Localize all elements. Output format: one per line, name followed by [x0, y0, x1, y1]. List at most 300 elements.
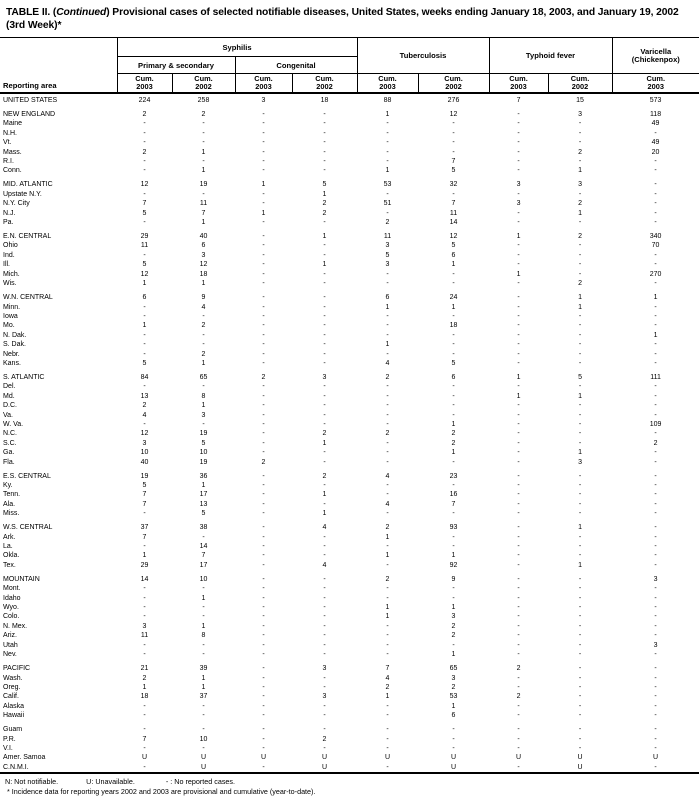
data-cell: 5	[385, 251, 390, 259]
data-cell: 1	[201, 594, 206, 602]
data-cell: -	[654, 491, 657, 499]
table-row	[0, 289, 699, 303]
syphilis-group-header: Syphilis	[117, 38, 357, 57]
data-cell: -	[262, 543, 265, 551]
data-cell: -	[654, 585, 657, 593]
data-cell: 12	[140, 430, 149, 438]
data-cell: -	[578, 251, 582, 259]
row-label: S. Dak.	[3, 341, 26, 349]
data-cell: -	[517, 303, 520, 311]
data-cell: 1	[201, 622, 206, 630]
data-cell: 6	[451, 712, 456, 720]
data-cell: 37	[199, 693, 208, 701]
data-cell: -	[323, 280, 326, 288]
data-cell: -	[262, 392, 265, 400]
data-cell: -	[517, 510, 520, 518]
data-cell: 19	[199, 181, 208, 189]
data-cell: -	[143, 651, 146, 659]
data-cell: 5	[201, 510, 206, 518]
data-cell: -	[386, 449, 389, 457]
data-cell: -	[323, 120, 326, 128]
data-cell: -	[578, 129, 582, 137]
data-cell: U	[321, 763, 328, 771]
data-cell: -	[517, 702, 520, 710]
table-row	[0, 392, 699, 401]
data-cell: -	[323, 402, 326, 410]
data-cell: 13	[140, 392, 149, 400]
data-cell: 2	[201, 350, 206, 358]
data-cell: -	[323, 158, 326, 166]
data-cell: -	[262, 270, 265, 278]
data-cell: -	[202, 744, 205, 752]
data-cell: 4	[385, 359, 390, 367]
data-cell: 2	[385, 373, 390, 381]
data-cell: -	[143, 763, 146, 771]
data-cell: -	[143, 139, 146, 147]
data-cell: -	[517, 533, 520, 541]
data-cell: 1	[385, 341, 390, 349]
data-cell: -	[202, 613, 205, 621]
table-row	[0, 660, 699, 674]
row-label: Ill.	[3, 261, 10, 269]
data-cell: 118	[649, 111, 662, 118]
data-cell: 109	[649, 420, 662, 428]
row-label: Md.	[3, 392, 15, 400]
data-cell: -	[452, 585, 455, 593]
data-cell: -	[578, 622, 582, 630]
data-cell: 19	[199, 430, 208, 438]
data-cell: -	[262, 533, 265, 541]
row-label: Calif.	[3, 693, 19, 701]
data-cell: 21	[140, 665, 149, 673]
data-cell: -	[386, 561, 389, 569]
data-cell: 7	[451, 500, 456, 508]
data-cell: 3	[142, 439, 147, 447]
data-cell: -	[262, 683, 265, 691]
title-part3: ) Provisional cases of selected notifiable diseases, United States, weeks ending January 18, 2003, and January 19, 2002	[106, 7, 679, 18]
data-cell: 23	[449, 472, 458, 480]
data-cell: -	[578, 613, 582, 621]
data-cell: -	[517, 594, 520, 602]
data-cell: -	[386, 402, 389, 410]
data-cell: 11	[140, 242, 149, 250]
table-title	[6, 6, 695, 32]
data-cell: -	[262, 190, 265, 198]
data-cell: -	[578, 585, 582, 593]
data-cell: -	[386, 735, 389, 743]
row-label: Maine	[3, 120, 23, 128]
data-cell: 8	[201, 632, 206, 640]
data-cell: -	[143, 510, 146, 518]
data-cell: -	[386, 439, 389, 447]
data-cell: 1	[451, 449, 456, 457]
data-cell: -	[262, 604, 265, 612]
data-cell: -	[578, 120, 582, 128]
data-cell: 5	[142, 261, 147, 269]
table-row	[0, 500, 699, 509]
data-cell: 15	[576, 97, 584, 104]
table-row	[0, 270, 699, 279]
table-header	[0, 38, 699, 94]
data-cell: -	[323, 411, 326, 419]
row-label: Vt.	[3, 139, 12, 147]
data-cell: -	[262, 261, 265, 269]
data-cell: 2	[451, 683, 456, 691]
data-cell: -	[262, 359, 265, 367]
data-cell: -	[386, 270, 389, 278]
footnote-incidence: * Incidence data for reporting years 2002 and 2003 are provisional and cumulative (year-to-date).	[7, 787, 316, 797]
data-cell: -	[262, 632, 265, 640]
data-cell: -	[262, 594, 265, 602]
table-row	[0, 458, 699, 467]
data-cell: -	[262, 613, 265, 621]
data-cell: 1	[142, 322, 147, 330]
table-row	[0, 650, 699, 659]
data-cell: -	[578, 439, 582, 447]
row-label: E.N. CENTRAL	[3, 233, 52, 241]
data-cell: 7	[142, 735, 147, 743]
table-row	[0, 533, 699, 542]
data-cell: -	[323, 111, 326, 118]
data-cell: U	[200, 754, 207, 762]
data-cell: U	[450, 763, 457, 771]
data-cell: -	[578, 510, 582, 518]
data-cell: -	[654, 604, 657, 612]
data-cell: -	[262, 726, 265, 734]
data-cell: -	[262, 167, 265, 175]
data-cell: 49	[651, 139, 660, 147]
table-row	[0, 692, 699, 701]
data-cell: -	[517, 524, 520, 532]
data-cell: -	[654, 312, 657, 320]
data-cell: -	[262, 251, 265, 259]
data-cell: -	[517, 712, 520, 720]
data-cell: -	[578, 331, 582, 339]
data-cell: -	[386, 350, 389, 358]
data-cell: -	[262, 120, 265, 128]
data-cell: -	[202, 158, 205, 166]
data-cell: -	[386, 148, 389, 156]
data-cell: -	[654, 622, 657, 630]
data-cell: -	[517, 683, 520, 691]
data-cell: -	[452, 350, 455, 358]
data-cell: -	[323, 575, 326, 583]
data-cell: -	[143, 312, 146, 320]
data-cell: 12	[140, 181, 149, 189]
data-cell: 1	[516, 373, 521, 381]
data-cell: -	[202, 129, 205, 137]
data-cell: -	[323, 482, 326, 489]
row-label: D.C.	[3, 402, 17, 410]
data-cell: -	[202, 712, 205, 720]
data-cell: 5	[142, 359, 147, 367]
data-cell: 3	[201, 251, 206, 259]
data-cell: -	[143, 744, 146, 752]
data-cell: -	[654, 341, 657, 349]
row-label: Okla.	[3, 552, 20, 560]
data-cell: 3	[322, 373, 327, 381]
data-cell: 2	[385, 683, 390, 691]
data-cell: -	[578, 702, 582, 710]
data-cell: -	[386, 641, 389, 649]
data-cell: 258	[197, 97, 210, 104]
data-cell: -	[517, 383, 520, 391]
data-cell: -	[323, 533, 326, 541]
data-cell: 1	[261, 209, 266, 217]
data-cell: -	[578, 472, 582, 480]
data-cell: -	[517, 148, 520, 156]
row-label: Mich.	[3, 270, 20, 278]
data-cell: 3	[578, 111, 582, 118]
table-row	[0, 570, 699, 584]
data-cell: -	[386, 543, 389, 551]
data-cell: -	[202, 726, 205, 734]
data-cell: U	[141, 754, 148, 762]
data-cell: -	[517, 242, 520, 250]
row-label: R.I.	[3, 158, 14, 166]
data-cell: 1	[385, 167, 390, 175]
data-cell: 1	[201, 219, 206, 227]
data-cell: -	[578, 500, 582, 508]
data-cell: -	[143, 712, 146, 720]
row-label: W.S. CENTRAL	[3, 524, 53, 532]
footnote-legend	[5, 777, 699, 787]
data-cell: -	[517, 726, 520, 734]
data-cell: -	[654, 500, 657, 508]
data-cell: -	[578, 312, 582, 320]
data-cell: -	[578, 712, 582, 720]
row-label: Ga.	[3, 449, 15, 457]
data-cell: -	[262, 552, 265, 560]
table-row	[0, 551, 699, 560]
table-row	[0, 735, 699, 744]
data-cell: -	[323, 294, 326, 302]
data-cell: 38	[199, 524, 208, 532]
data-cell: -	[386, 312, 389, 320]
data-cell: -	[517, 575, 520, 583]
primary-secondary-subheader: Primary & secondary	[117, 57, 235, 74]
data-cell: 10	[199, 449, 208, 457]
data-cell: -	[452, 402, 455, 410]
row-label: N. Mex.	[3, 622, 28, 630]
data-cell: -	[202, 420, 205, 428]
table-row	[0, 429, 699, 438]
data-cell: -	[517, 604, 520, 612]
table-row	[0, 490, 699, 499]
data-cell: 1	[322, 190, 327, 198]
data-cell: -	[143, 303, 146, 311]
data-cell: -	[654, 458, 657, 466]
data-cell: -	[654, 449, 657, 457]
data-cell: -	[654, 632, 657, 640]
table-row	[0, 303, 699, 312]
title-part1: TABLE II. (	[6, 7, 57, 18]
row-label: Conn.	[3, 167, 22, 175]
table-row	[0, 312, 699, 321]
data-cell: 84	[140, 373, 149, 381]
table-row	[0, 368, 699, 382]
data-cell: 2	[201, 322, 206, 330]
data-cell: -	[143, 158, 146, 166]
data-cell: 1	[385, 693, 390, 701]
data-cell: 2	[653, 439, 658, 447]
data-cell: 2	[578, 200, 582, 208]
data-cell: -	[517, 251, 520, 259]
data-cell: -	[323, 341, 326, 349]
data-cell: 1	[653, 331, 658, 339]
data-cell: 2	[385, 430, 390, 438]
table-row	[0, 218, 699, 227]
data-cell: -	[386, 585, 389, 593]
data-cell: -	[386, 482, 389, 489]
row-label: PACIFIC	[3, 665, 31, 673]
data-cell: -	[143, 219, 146, 227]
row-label: S.C.	[3, 439, 17, 447]
data-cell: 14	[449, 219, 458, 227]
footnotes	[5, 777, 699, 797]
data-cell: -	[262, 331, 265, 339]
footnote-no-reported-cases: - : No reported cases.	[165, 777, 236, 787]
data-cell: 7	[142, 533, 147, 541]
data-cell: -	[517, 129, 520, 137]
table-row	[0, 382, 699, 391]
data-cell: -	[323, 303, 326, 311]
row-label: V.I.	[3, 744, 13, 752]
data-cell: -	[262, 482, 265, 489]
data-cell: -	[323, 129, 326, 137]
data-cell: -	[452, 139, 455, 147]
column-header-cum-2003: Cum. 2003	[357, 74, 418, 94]
notifiable-diseases-table	[0, 37, 699, 774]
table-row	[0, 331, 699, 340]
data-cell: -	[262, 402, 265, 410]
data-cell: -	[517, 430, 520, 438]
row-label: Kans.	[3, 359, 21, 367]
data-cell: 1	[451, 702, 456, 710]
data-cell: -	[323, 543, 326, 551]
data-cell: -	[262, 439, 265, 447]
table-row	[0, 93, 699, 105]
row-label: Ky.	[3, 482, 13, 489]
data-cell: -	[517, 735, 520, 743]
data-cell: -	[386, 158, 389, 166]
data-cell: U	[577, 763, 583, 771]
data-cell: -	[654, 392, 657, 400]
data-cell: -	[654, 129, 657, 137]
data-cell: -	[578, 674, 582, 682]
data-cell: -	[517, 613, 520, 621]
data-cell: 3	[385, 261, 390, 269]
data-cell: 65	[449, 665, 458, 673]
table-row	[0, 631, 699, 640]
data-cell: -	[517, 359, 520, 367]
data-cell: 1	[322, 439, 327, 447]
data-cell: -	[323, 604, 326, 612]
data-cell: 51	[383, 200, 392, 208]
data-cell: 3	[201, 411, 206, 419]
table-row	[0, 119, 699, 128]
data-cell: -	[578, 491, 582, 499]
data-cell: 12	[449, 111, 458, 118]
data-cell: 111	[650, 373, 661, 381]
data-cell: 9	[451, 575, 456, 583]
data-cell: -	[654, 482, 657, 489]
data-cell: 14	[140, 575, 149, 583]
data-cell: 3	[322, 665, 327, 673]
data-cell: 17	[199, 491, 208, 499]
table-row	[0, 481, 699, 490]
data-cell: 11	[383, 233, 392, 241]
data-cell: 2	[142, 674, 147, 682]
row-label: Ala.	[3, 500, 16, 508]
row-label: N.H.	[3, 129, 17, 137]
data-cell: -	[143, 167, 146, 175]
table-row	[0, 105, 699, 119]
data-cell: -	[578, 693, 582, 701]
data-cell: 1	[142, 552, 147, 560]
data-cell: -	[517, 411, 520, 419]
column-header-cum-2002: Cum. 2002	[172, 74, 235, 94]
data-cell: 224	[138, 97, 151, 104]
row-label: NEW ENGLAND	[3, 111, 56, 118]
data-cell: 2	[385, 575, 390, 583]
data-cell: -	[517, 111, 520, 118]
data-cell: -	[517, 158, 520, 166]
data-cell: -	[654, 712, 657, 720]
data-cell: -	[262, 303, 265, 311]
table-row	[0, 584, 699, 593]
data-cell: 11	[199, 200, 208, 208]
data-cell: -	[578, 350, 582, 358]
row-label: Wyo.	[3, 604, 19, 612]
data-cell: -	[654, 200, 657, 208]
data-cell: -	[323, 392, 326, 400]
table-row	[0, 744, 699, 753]
data-cell: -	[517, 622, 520, 630]
data-cell: -	[143, 594, 146, 602]
data-cell: 1	[142, 683, 147, 691]
data-cell: -	[262, 744, 265, 752]
data-cell: -	[578, 683, 582, 691]
data-cell: 573	[649, 97, 662, 104]
data-cell: -	[517, 543, 520, 551]
data-cell: -	[517, 350, 520, 358]
data-cell: 1	[385, 111, 390, 118]
table-row	[0, 260, 699, 269]
data-cell: 5	[201, 439, 206, 447]
data-cell: -	[654, 533, 657, 541]
row-label: Tex.	[3, 561, 16, 569]
data-cell: -	[452, 510, 455, 518]
data-cell: 5	[578, 373, 582, 381]
data-cell: -	[452, 129, 455, 137]
data-cell: -	[654, 411, 657, 419]
table-row	[0, 711, 699, 720]
data-cell: 1	[451, 261, 456, 269]
data-cell: 1	[578, 392, 582, 400]
data-cell: U	[321, 754, 328, 762]
data-cell: 6	[385, 294, 390, 302]
data-cell: 7	[142, 200, 147, 208]
data-cell: 1	[451, 651, 456, 659]
data-cell: 10	[140, 449, 149, 457]
data-cell: -	[517, 744, 520, 752]
data-cell: 7	[201, 552, 206, 560]
data-cell: 5	[451, 359, 456, 367]
data-cell: 3	[653, 641, 658, 649]
data-cell: 11	[449, 209, 458, 217]
table-row	[0, 448, 699, 457]
